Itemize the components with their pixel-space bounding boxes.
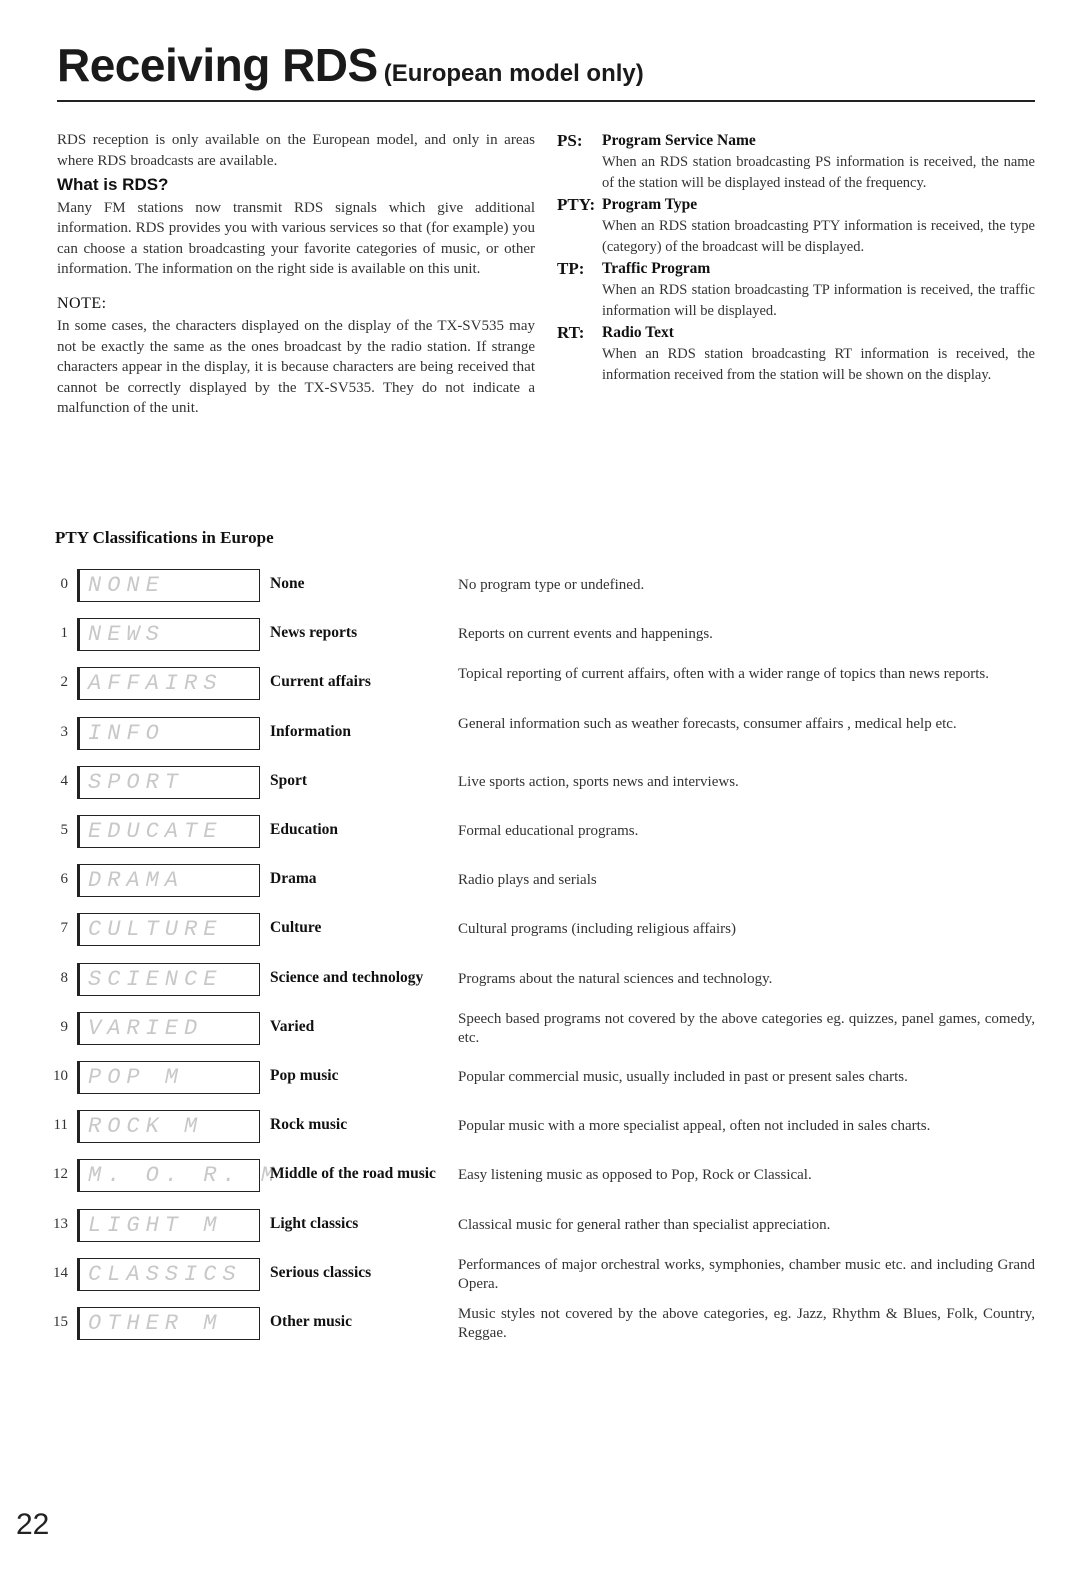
what-is-rds-heading: What is RDS?	[57, 175, 169, 194]
pty-display-box	[77, 569, 260, 602]
pty-number: 13	[53, 1216, 68, 1232]
pty-number: 10	[53, 1068, 68, 1084]
pty-name: Current affairs	[270, 673, 371, 690]
pty-number: 4	[60, 773, 68, 789]
note-paragraph: In some cases, the characters displayed on the display of the TX-SV535 may not be exactly the same as the ones broadcast by the radio station. If strange characters appear in the display, it is because characters are being received that cannot be correctly displayed by the TX-SV535. They do not indicate a malfunction of the unit.	[57, 318, 535, 416]
pty-display-box	[77, 1012, 260, 1045]
pty-row	[0, 567, 1080, 607]
pty-display-box	[77, 1110, 260, 1143]
page-number: 22	[16, 1508, 50, 1541]
pty-description: Popular music with a more specialist appeal, often not included in sales charts.	[458, 1118, 931, 1134]
pty-display-box	[77, 963, 260, 996]
pty-number: 3	[60, 724, 68, 740]
pty-description: Programs about the natural sciences and technology.	[458, 971, 773, 987]
pty-display-text: ROCK M	[88, 1114, 204, 1139]
definition-name: Program Type	[602, 196, 698, 213]
pty-display-text: SCIENCE	[88, 967, 223, 992]
pty-display-box	[77, 1061, 260, 1094]
pty-description: Easy listening music as opposed to Pop, Rock or Classical.	[458, 1167, 812, 1183]
pty-heading: PTY Classifications in Europe	[55, 528, 274, 547]
pty-number: 8	[60, 970, 68, 986]
definition-abbr: PS:	[557, 131, 583, 150]
definition-text: When an RDS station broadcasting TP information is received, the traffic information will be displayed.	[602, 282, 1035, 319]
pty-number: 1	[60, 625, 68, 641]
pty-row	[0, 1256, 1080, 1296]
page-title	[57, 38, 644, 92]
pty-display-text: INFO	[88, 721, 165, 746]
pty-display-box	[77, 1209, 260, 1242]
pty-description: Cultural programs (including religious affairs)	[458, 921, 736, 937]
pty-number: 14	[53, 1265, 68, 1281]
pty-display-text: M. O. R. M	[88, 1163, 281, 1188]
pty-display-box	[77, 1159, 281, 1192]
pty-display-text: CLASSICS	[88, 1262, 242, 1287]
pty-display-box	[77, 1307, 260, 1340]
intro-paragraph: RDS reception is only available on the European model, and only in areas where RDS broadcasts are available.	[57, 132, 535, 169]
pty-row	[0, 665, 1080, 705]
pty-row	[0, 1059, 1080, 1099]
title-subtitle: (European model only)	[383, 60, 644, 87]
note-heading: NOTE:	[57, 294, 107, 312]
pty-display-box	[77, 1258, 260, 1291]
pty-name: Drama	[270, 870, 317, 887]
what-is-rds-paragraph: Many FM stations now transmit RDS signals which give additional information. RDS provides you with various services so that (for example) you can choose a station broadcasting your favorite categories of music, or other information. The information on the right side is available on this unit.	[57, 199, 535, 277]
pty-name: Light classics	[270, 1215, 359, 1232]
pty-description: Popular commercial music, usually included in past or present sales charts.	[458, 1069, 908, 1085]
definition-text: When an RDS station broadcasting RT information is received, the information received from the station will be shown on the display.	[602, 346, 1035, 383]
pty-display-text: NEWS	[88, 622, 165, 647]
pty-number: 9	[60, 1019, 68, 1035]
pty-number: 11	[53, 1117, 68, 1133]
pty-display-box	[77, 815, 260, 848]
pty-display-box	[77, 913, 260, 946]
pty-description: Performances of major orchestral works, symphonies, chamber music etc. and including Grand Opera.	[458, 1257, 1035, 1292]
pty-row	[0, 1305, 1080, 1345]
definition-abbr: PTY:	[557, 195, 596, 214]
pty-description: Music styles not covered by the above categories, eg. Jazz, Rhythm & Blues, Folk, Country, Reggae.	[458, 1306, 1035, 1341]
pty-display-text: EDUCATE	[88, 819, 223, 844]
pty-display-box	[77, 864, 260, 897]
pty-name: Serious classics	[270, 1264, 372, 1281]
pty-number: 0	[60, 576, 68, 592]
pty-row	[0, 813, 1080, 853]
pty-description: Formal educational programs.	[458, 823, 639, 839]
pty-row	[0, 862, 1080, 902]
pty-description: Speech based programs not covered by the above categories eg. quizzes, panel games, comedy, etc.	[458, 1011, 1035, 1046]
pty-number: 6	[60, 871, 68, 887]
pty-row	[0, 911, 1080, 951]
pty-description: Topical reporting of current affairs, often with a wider range of topics than news reports.	[458, 666, 989, 682]
pty-display-box	[77, 618, 260, 651]
pty-name: Middle of the road music	[270, 1165, 436, 1182]
left-column	[57, 130, 535, 419]
pty-description: Radio plays and serials	[458, 872, 597, 888]
pty-name: Rock music	[270, 1116, 348, 1133]
pty-row	[0, 764, 1080, 804]
pty-name: None	[270, 575, 305, 592]
pty-name: Science and technology	[270, 969, 424, 986]
pty-display-box	[77, 667, 260, 700]
pty-row	[0, 961, 1080, 1001]
pty-description: No program type or undefined.	[458, 577, 645, 593]
pty-row	[0, 1157, 1080, 1197]
pty-display-text: OTHER M	[88, 1311, 223, 1336]
pty-description: Classical music for general rather than specialist appreciation.	[458, 1217, 831, 1233]
pty-name: Sport	[270, 772, 308, 789]
pty-display-box	[77, 766, 260, 799]
pty-description: Reports on current events and happenings.	[458, 626, 713, 642]
pty-display-text: POP M	[88, 1065, 185, 1090]
pty-display-text: SPORT	[88, 770, 185, 795]
right-column	[557, 130, 1035, 386]
pty-row	[0, 715, 1080, 755]
pty-number: 7	[60, 920, 68, 936]
pty-name: News reports	[270, 624, 358, 641]
pty-name: Other music	[270, 1313, 352, 1330]
pty-display-text: LIGHT M	[88, 1213, 223, 1238]
definition-abbr: TP:	[557, 259, 585, 278]
pty-number: 15	[53, 1314, 68, 1330]
pty-display-text: CULTURE	[88, 917, 223, 942]
pty-display-text: AFFAIRS	[88, 671, 223, 696]
pty-number: 2	[60, 674, 68, 690]
definition-pty	[557, 194, 1035, 257]
definition-text: When an RDS station broadcasting PTY information is received, the type (category) of the broadcast will be displayed.	[602, 218, 1035, 255]
pty-number: 5	[60, 822, 68, 838]
definition-ps	[557, 130, 1035, 193]
pty-display-text: DRAMA	[88, 868, 185, 893]
pty-name: Information	[270, 723, 351, 740]
definition-name: Traffic Program	[602, 260, 711, 277]
pty-name: Culture	[270, 919, 322, 936]
pty-name: Pop music	[270, 1067, 339, 1084]
pty-description: Live sports action, sports news and interviews.	[458, 774, 739, 790]
definition-name: Radio Text	[602, 324, 674, 341]
pty-display-box	[77, 717, 260, 750]
pty-display-text: VARIED	[88, 1016, 204, 1041]
pty-display-text: NONE	[88, 573, 165, 598]
pty-row	[0, 1108, 1080, 1148]
definition-name: Program Service Name	[602, 132, 756, 149]
pty-row	[0, 1010, 1080, 1050]
definition-abbr: RT:	[557, 323, 585, 342]
pty-name: Varied	[270, 1018, 315, 1035]
title-rule	[57, 100, 1035, 102]
definition-tp	[557, 258, 1035, 321]
pty-description: General information such as weather forecasts, consumer affairs , medical help etc.	[458, 716, 957, 732]
pty-name: Education	[270, 821, 339, 838]
pty-row	[0, 616, 1080, 656]
pty-number: 12	[53, 1166, 68, 1182]
pty-row	[0, 1207, 1080, 1247]
title-main: Receiving RDS	[57, 39, 378, 91]
definition-rt	[557, 322, 1035, 385]
definition-text: When an RDS station broadcasting PS information is received, the name of the station will be displayed instead of the frequency.	[602, 154, 1035, 191]
